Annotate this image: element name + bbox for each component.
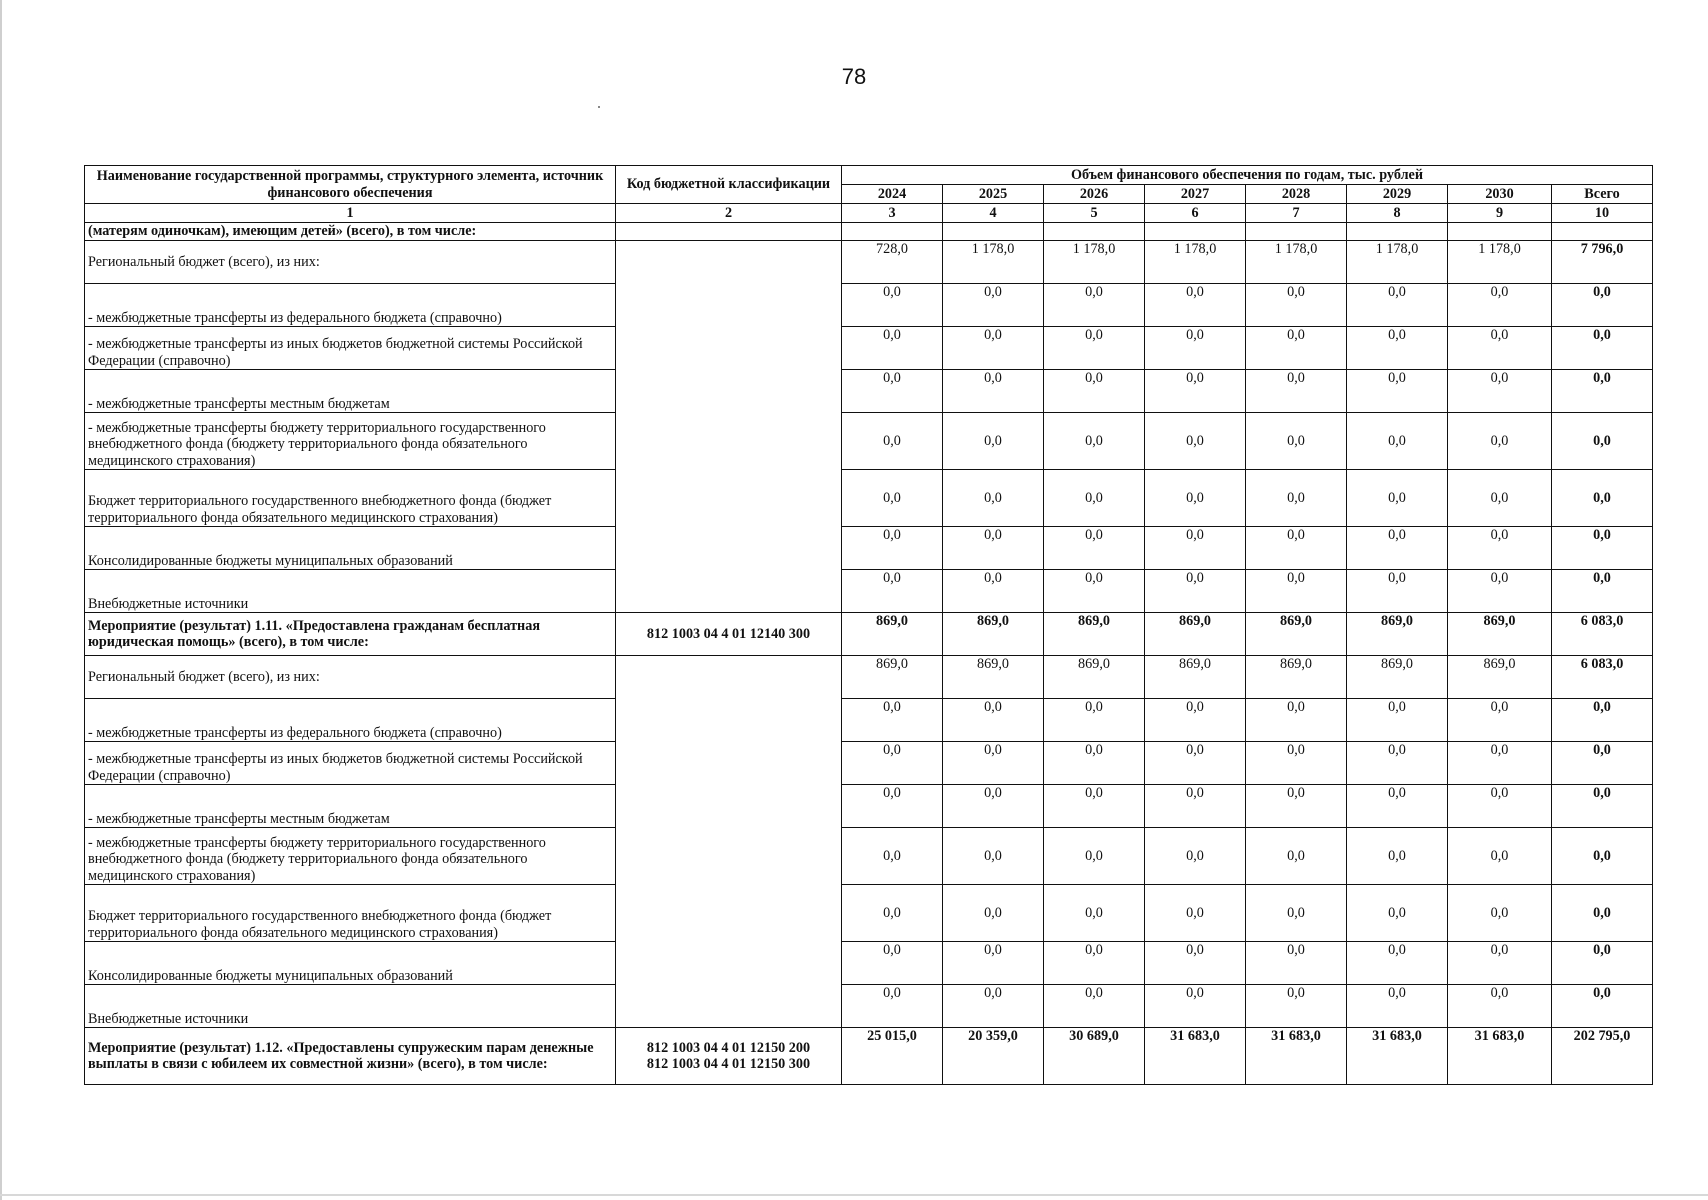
row-value: 0,0	[1145, 942, 1246, 985]
row-value: 869,0	[1448, 613, 1552, 656]
row-value: 31 683,0	[1347, 1028, 1448, 1085]
row-value	[1246, 223, 1347, 241]
row-value: 0,0	[1448, 828, 1552, 885]
row-value: 0,0	[943, 885, 1044, 942]
row-value: 0,0	[1448, 742, 1552, 785]
row-total: 0,0	[1552, 828, 1653, 885]
row-value: 0,0	[1145, 570, 1246, 613]
row-value: 0,0	[1448, 885, 1552, 942]
row-value: 1 178,0	[1448, 241, 1552, 284]
row-value: 0,0	[842, 527, 943, 570]
row-name: - межбюджетные трансферты бюджету территориального государственного внебюджетного фонда (бюджету территориального фонда обязательного медицинского страхования)	[85, 413, 616, 470]
table-header	[85, 166, 1653, 223]
row-value: 869,0	[842, 613, 943, 656]
row-name: Внебюджетные источники	[85, 985, 616, 1028]
column-number: 3	[842, 204, 943, 223]
row-value: 0,0	[1347, 327, 1448, 370]
row-value: 1 178,0	[1044, 241, 1145, 284]
row-name: (матерям одиночкам), имеющим детей» (всего), в том числе:	[85, 223, 616, 241]
row-value: 0,0	[842, 785, 943, 828]
row-value: 1 178,0	[1347, 241, 1448, 284]
row-value: 0,0	[1246, 985, 1347, 1028]
row-value: 0,0	[1246, 284, 1347, 327]
row-value: 0,0	[943, 828, 1044, 885]
row-value: 1 178,0	[943, 241, 1044, 284]
row-value: 0,0	[1347, 470, 1448, 527]
row-name: - межбюджетные трансферты из федерального бюджета (справочно)	[85, 284, 616, 327]
row-value: 0,0	[842, 284, 943, 327]
row-total: 0,0	[1552, 327, 1653, 370]
row-value	[1448, 223, 1552, 241]
row-name: - межбюджетные трансферты из иных бюджетов бюджетной системы Российской Федерации (справочно)	[85, 742, 616, 785]
row-value: 0,0	[943, 327, 1044, 370]
row-name: Бюджет территориального государственного внебюджетного фонда (бюджет территориального фонда обязательного медицинского страхования)	[85, 885, 616, 942]
row-total: 0,0	[1552, 527, 1653, 570]
row-value: 0,0	[943, 470, 1044, 527]
row-value: 0,0	[1347, 828, 1448, 885]
row-value: 0,0	[943, 785, 1044, 828]
row-name: - межбюджетные трансферты из федерального бюджета (справочно)	[85, 699, 616, 742]
row-value: 0,0	[1246, 699, 1347, 742]
row-value: 0,0	[1347, 570, 1448, 613]
row-value: 31 683,0	[1246, 1028, 1347, 1085]
row-value: 0,0	[1448, 284, 1552, 327]
header-code: Код бюджетной классификации	[616, 166, 842, 204]
column-number: 2	[616, 204, 842, 223]
row-value: 0,0	[1044, 742, 1145, 785]
row-value: 869,0	[842, 656, 943, 699]
header-year: 2027	[1145, 185, 1246, 204]
row-total: 0,0	[1552, 699, 1653, 742]
row-value: 0,0	[1347, 985, 1448, 1028]
row-value: 0,0	[842, 570, 943, 613]
row-value: 869,0	[1347, 656, 1448, 699]
row-value: 0,0	[1347, 284, 1448, 327]
row-value: 0,0	[1145, 527, 1246, 570]
scan-speck	[598, 106, 600, 108]
column-number: 4	[943, 204, 1044, 223]
table-row	[85, 1028, 1653, 1085]
row-name: - межбюджетные трансферты местным бюджетам	[85, 370, 616, 413]
row-name: Консолидированные бюджеты муниципальных образований	[85, 942, 616, 985]
row-value: 869,0	[1246, 613, 1347, 656]
row-value: 869,0	[1044, 656, 1145, 699]
row-value: 0,0	[1448, 470, 1552, 527]
header-year: 2024	[842, 185, 943, 204]
row-value: 0,0	[1145, 742, 1246, 785]
budget-table	[84, 165, 1653, 1085]
table-row	[85, 413, 1653, 470]
row-value: 869,0	[1044, 613, 1145, 656]
row-name: Мероприятие (результат) 1.11. «Предоставлена гражданам бесплатная юридическая помощь» (всего), в том числе:	[85, 613, 616, 656]
header-year: 2025	[943, 185, 1044, 204]
row-value: 0,0	[1448, 527, 1552, 570]
header-year: 2026	[1044, 185, 1145, 204]
row-value: 0,0	[1246, 570, 1347, 613]
table-row	[85, 656, 1653, 699]
table-row	[85, 327, 1653, 370]
row-value: 0,0	[1145, 470, 1246, 527]
row-name: - межбюджетные трансферты местным бюджетам	[85, 785, 616, 828]
row-value: 0,0	[1246, 942, 1347, 985]
row-value: 0,0	[943, 570, 1044, 613]
row-total: 202 795,0	[1552, 1028, 1653, 1085]
table-row	[85, 942, 1653, 985]
row-value: 0,0	[1347, 785, 1448, 828]
row-name: Мероприятие (результат) 1.12. «Предоставлены супружеским парам денежные выплаты в связи с юбилеем их совместной жизни» (всего), в том числе:	[85, 1028, 616, 1085]
row-value: 0,0	[842, 370, 943, 413]
row-value: 0,0	[1448, 985, 1552, 1028]
row-value: 0,0	[842, 942, 943, 985]
table-row	[85, 570, 1653, 613]
row-value: 0,0	[1044, 699, 1145, 742]
row-value: 0,0	[842, 742, 943, 785]
row-value: 0,0	[1044, 413, 1145, 470]
row-value: 0,0	[943, 942, 1044, 985]
header-year: 2030	[1448, 185, 1552, 204]
row-value: 0,0	[842, 985, 943, 1028]
row-value: 31 683,0	[1145, 1028, 1246, 1085]
row-value: 0,0	[1145, 284, 1246, 327]
row-value: 0,0	[1448, 942, 1552, 985]
row-value: 0,0	[1145, 828, 1246, 885]
row-value: 0,0	[1347, 413, 1448, 470]
row-total: 0,0	[1552, 570, 1653, 613]
row-code: 812 1003 04 4 01 12150 200 812 1003 04 4 01 12150 300	[616, 1028, 842, 1085]
row-total: 7 796,0	[1552, 241, 1653, 284]
row-value: 0,0	[1044, 370, 1145, 413]
row-value: 869,0	[1246, 656, 1347, 699]
row-value: 869,0	[943, 656, 1044, 699]
row-value	[943, 223, 1044, 241]
row-value: 869,0	[943, 613, 1044, 656]
row-value: 728,0	[842, 241, 943, 284]
row-value: 0,0	[1448, 413, 1552, 470]
row-total: 6 083,0	[1552, 613, 1653, 656]
row-value: 20 359,0	[943, 1028, 1044, 1085]
header-total: Всего	[1552, 185, 1653, 204]
row-value: 0,0	[943, 284, 1044, 327]
row-value: 0,0	[1448, 570, 1552, 613]
row-value: 0,0	[1145, 785, 1246, 828]
row-total: 0,0	[1552, 785, 1653, 828]
table-row	[85, 223, 1653, 241]
row-value: 0,0	[842, 699, 943, 742]
row-value	[1347, 223, 1448, 241]
row-value: 0,0	[1044, 885, 1145, 942]
row-value: 0,0	[842, 828, 943, 885]
row-value: 0,0	[1448, 785, 1552, 828]
row-value: 31 683,0	[1448, 1028, 1552, 1085]
header-volume: Объем финансового обеспечения по годам, тыс. рублей	[842, 166, 1653, 185]
table-row	[85, 370, 1653, 413]
row-code	[616, 223, 842, 241]
row-name: Региональный бюджет (всего), из них:	[85, 241, 616, 284]
row-total: 0,0	[1552, 284, 1653, 327]
table-row	[85, 985, 1653, 1028]
scan-edge	[0, 0, 2, 1200]
row-value: 0,0	[1044, 284, 1145, 327]
row-name: Консолидированные бюджеты муниципальных образований	[85, 527, 616, 570]
row-value: 0,0	[943, 699, 1044, 742]
row-total: 0,0	[1552, 470, 1653, 527]
row-name: Бюджет территориального государственного внебюджетного фонда (бюджет территориального фонда обязательного медицинского страхования)	[85, 470, 616, 527]
row-total: 0,0	[1552, 742, 1653, 785]
row-value: 0,0	[1145, 885, 1246, 942]
row-value: 0,0	[1145, 370, 1246, 413]
table-row	[85, 470, 1653, 527]
table-row	[85, 742, 1653, 785]
row-value	[1552, 223, 1653, 241]
row-name: - межбюджетные трансферты из иных бюджетов бюджетной системы Российской Федерации (справочно)	[85, 327, 616, 370]
table-row	[85, 527, 1653, 570]
row-value: 0,0	[1246, 370, 1347, 413]
row-value: 0,0	[1246, 327, 1347, 370]
row-value: 0,0	[943, 527, 1044, 570]
row-value: 25 015,0	[842, 1028, 943, 1085]
row-value	[1145, 223, 1246, 241]
row-total: 0,0	[1552, 885, 1653, 942]
row-value: 0,0	[842, 885, 943, 942]
row-value: 0,0	[943, 413, 1044, 470]
row-value: 0,0	[943, 985, 1044, 1028]
row-value: 0,0	[1246, 785, 1347, 828]
column-number: 7	[1246, 204, 1347, 223]
row-value	[842, 223, 943, 241]
row-code: 812 1003 04 4 01 12140 300	[616, 613, 842, 656]
header-year: 2028	[1246, 185, 1347, 204]
row-value: 0,0	[1044, 785, 1145, 828]
row-total: 6 083,0	[1552, 656, 1653, 699]
row-value: 0,0	[1347, 527, 1448, 570]
row-value: 0,0	[1347, 742, 1448, 785]
table-row	[85, 885, 1653, 942]
header-year: 2029	[1347, 185, 1448, 204]
row-value: 0,0	[1347, 699, 1448, 742]
row-value: 0,0	[1246, 885, 1347, 942]
row-value: 0,0	[1448, 699, 1552, 742]
row-value: 0,0	[1246, 742, 1347, 785]
row-value: 0,0	[1044, 942, 1145, 985]
row-value: 0,0	[1044, 985, 1145, 1028]
row-value: 0,0	[1145, 327, 1246, 370]
table-row	[85, 241, 1653, 284]
row-value: 0,0	[1044, 570, 1145, 613]
page-number: 78	[841, 64, 867, 89]
row-total: 0,0	[1552, 413, 1653, 470]
row-value: 0,0	[1044, 327, 1145, 370]
column-number: 9	[1448, 204, 1552, 223]
row-value: 0,0	[1347, 942, 1448, 985]
row-value: 0,0	[1145, 413, 1246, 470]
row-value: 30 689,0	[1044, 1028, 1145, 1085]
row-value: 1 178,0	[1246, 241, 1347, 284]
row-value: 869,0	[1347, 613, 1448, 656]
row-value	[1044, 223, 1145, 241]
row-value: 869,0	[1448, 656, 1552, 699]
column-number: 1	[85, 204, 616, 223]
row-value: 0,0	[1246, 828, 1347, 885]
row-code	[616, 241, 842, 613]
row-value: 1 178,0	[1145, 241, 1246, 284]
row-total: 0,0	[1552, 985, 1653, 1028]
row-total: 0,0	[1552, 942, 1653, 985]
row-value: 869,0	[1145, 613, 1246, 656]
row-value: 0,0	[1145, 699, 1246, 742]
row-value: 0,0	[943, 742, 1044, 785]
column-number: 8	[1347, 204, 1448, 223]
table-body	[85, 223, 1653, 1085]
table-row	[85, 699, 1653, 742]
row-value: 0,0	[1246, 413, 1347, 470]
row-value: 0,0	[1145, 985, 1246, 1028]
table-row	[85, 613, 1653, 656]
row-value: 0,0	[1347, 885, 1448, 942]
row-value: 0,0	[1246, 527, 1347, 570]
row-value: 0,0	[842, 470, 943, 527]
row-value: 869,0	[1145, 656, 1246, 699]
column-number: 5	[1044, 204, 1145, 223]
row-value: 0,0	[1044, 527, 1145, 570]
row-value: 0,0	[1044, 470, 1145, 527]
row-name: - межбюджетные трансферты бюджету территориального государственного внебюджетного фонда (бюджету территориального фонда обязательного медицинского страхования)	[85, 828, 616, 885]
table-row	[85, 828, 1653, 885]
row-value: 0,0	[842, 327, 943, 370]
row-value: 0,0	[1246, 470, 1347, 527]
scan-edge-bottom	[0, 1194, 1708, 1196]
row-name: Внебюджетные источники	[85, 570, 616, 613]
row-value: 0,0	[842, 413, 943, 470]
column-number: 6	[1145, 204, 1246, 223]
row-value: 0,0	[1448, 327, 1552, 370]
row-value: 0,0	[943, 370, 1044, 413]
table-row	[85, 284, 1653, 327]
row-value: 0,0	[1044, 828, 1145, 885]
column-number: 10	[1552, 204, 1653, 223]
row-code	[616, 656, 842, 1028]
table-row	[85, 785, 1653, 828]
row-value: 0,0	[1448, 370, 1552, 413]
row-total: 0,0	[1552, 370, 1653, 413]
row-name: Региональный бюджет (всего), из них:	[85, 656, 616, 699]
header-name: Наименование государственной программы, структурного элемента, источник финансового обеспечения	[85, 166, 616, 204]
row-value: 0,0	[1347, 370, 1448, 413]
